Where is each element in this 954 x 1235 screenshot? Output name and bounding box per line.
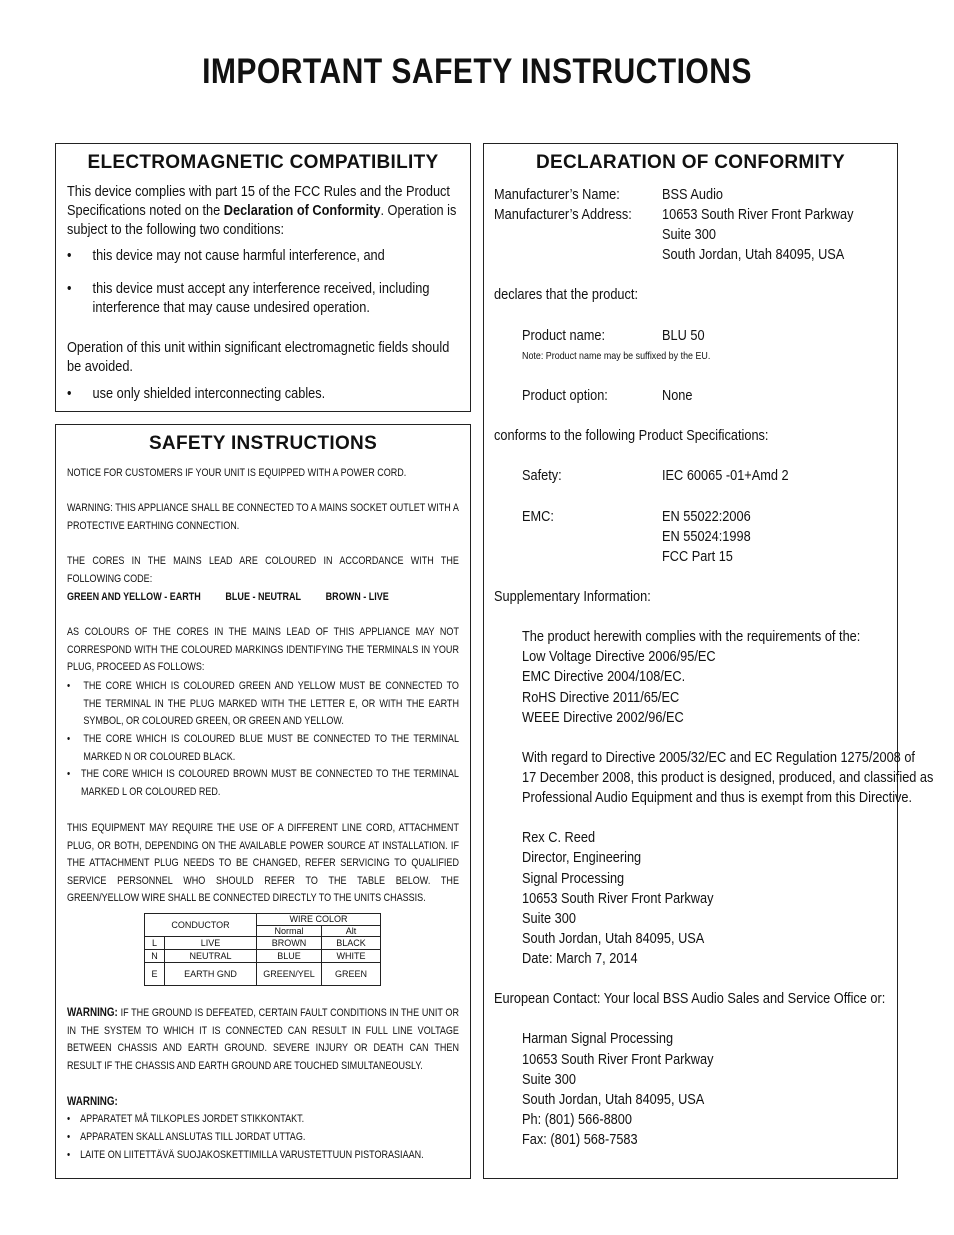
table-row [145,937,381,950]
signer-line: Suite 300 [522,911,576,927]
regard-line: Professional Audio Equipment and thus is exempt from this Directive. [522,790,913,806]
emc-section [55,143,471,412]
safety-colours: AS COLOURS OF THE CORES IN THE MAINS LEAD OF THIS APPLIANCE MAY NOT CORRESPOND WITH THE COLOURED MARKINGS IDENTIFYING THE TERMINALS IN YOUR PLUG, PROCEED AS FOLLOWS: [67,626,459,673]
table-cell: E [145,963,165,986]
table-cell: LIVE [165,937,257,950]
table-header-alt: Alt [322,925,381,937]
signer-line: Date: March 7, 2014 [522,951,638,967]
nordic-bullet [67,1129,459,1147]
emc-intro-bold: Declaration of Conformity [223,203,381,219]
nordic-text: LAITE ON LIITETTÄVÄ SUOJAKOSKETTIMILLA VARUSTETTUUN PISTORASIAAN. [80,1149,424,1161]
signer-line: Signal Processing [522,871,625,887]
declaration-section [483,143,934,1179]
declaration-heading: DECLARATION OF CONFORMITY [535,152,845,173]
supp-line: Low Voltage Directive 2006/95/EC [522,649,716,665]
mfr-name-label: Manufacturer’s Name: [494,187,620,203]
table-cell: N [145,950,165,963]
emc-intro-text-end: . Operation is subject to the following two conditions: [67,203,457,238]
product-note: Note: Product name may be suffixed by the EU. [522,350,711,362]
table-cell: L [145,937,165,950]
contact-line: Fax: (801) 568-7583 [522,1132,638,1148]
wire-color-table [144,913,381,986]
safety-spec-value: IEC 60065 -01+Amd 2 [662,468,789,484]
bullet-icon: • [67,1131,71,1143]
safety-spec-label: Safety: [522,468,562,484]
product-option-label: Product option: [522,388,608,404]
declares-text: declares that the product: [494,287,639,303]
table-cell: EARTH GND [165,963,257,986]
emc-spec-value: EN 55024:1998 [662,529,751,545]
core-bullet-text: THE CORE WHICH IS COLOURED GREEN AND YELLOW MUST BE CONNECTED TO THE TERMINAL IN THE PLUG MARKED WITH THE LETTER E, OR WITH THE EARTH SYMBOL, OR COLOURED GREEN, OR GREEN AND YELLOW. [83,680,459,727]
contact-line: Ph: (801) 566-8800 [522,1112,632,1128]
emc-heading: ELECTROMAGNETIC COMPATIBILITY [87,152,439,173]
core-bullet [67,731,459,766]
table-cell: BLUE [257,950,322,963]
signer-line: Director, Engineering [522,850,642,866]
safety-heading: SAFETY INSTRUCTIONS [148,433,378,454]
product-name-label: Product name: [522,328,605,344]
product-name: BLU 50 [662,328,705,344]
contact-line: Harman Signal Processing [522,1031,674,1047]
contact-line: South Jordan, Utah 84095, USA [522,1092,705,1108]
emc-bullet [67,280,459,318]
table-cell: GREEN [322,963,381,986]
signer-line: Rex C. Reed [522,830,596,846]
signer-line: 10653 South River Front Parkway [522,891,714,907]
table-cell: BROWN [257,937,322,950]
mfr-address-line: Suite 300 [662,227,716,243]
safety-warning-earthing: WARNING: THIS APPLIANCE SHALL BE CONNECTED TO A MAINS SOCKET OUTLET WITH A PROTECTIVE EARTHING CONNECTION. [67,502,459,532]
emc-intro [67,183,459,240]
mfr-address-line: 10653 South River Front Parkway [662,207,854,223]
supp-line: The product herewith complies with the requirements of the: [522,629,861,645]
emc-intro-text: This device complies with part 15 of the FCC Rules and the Product Specifications noted on the [67,184,450,219]
bullet-icon: • [67,1113,71,1125]
core-bullet [67,678,459,731]
table-cell: WHITE [322,950,381,963]
emc-spec-value: FCC Part 15 [662,549,733,565]
table-header-normal: Normal [257,925,322,937]
safety-section [55,424,471,1179]
bullet-icon: • [67,1149,71,1161]
emc-bullet-text: this device may not cause harmful interference, and [92,248,385,264]
nordic-text: APPARATEN SKALL ANSLUTAS TILL JORDAT UTTAG. [80,1131,306,1143]
table-cell: NEUTRAL [165,950,257,963]
contact-line: 10653 South River Front Parkway [522,1052,714,1068]
mfr-address-label: Manufacturer’s Address: [494,207,632,223]
safety-colour-code [67,589,459,607]
bullet-icon: • [67,768,71,780]
emc-bullet-text: this device must accept any interference received, including interference that may cause undesired operation. [92,281,430,316]
table-row [145,963,381,986]
safety-equipment: THIS EQUIPMENT MAY REQUIRE THE USE OF A DIFFERENT LINE CORD, ATTACHMENT PLUG, OR BOTH, DEPENDING ON THE AVAILABLE POWER SOURCE AT INSTALLATION. IF THE ATTACHMENT PLUG NEEDS TO BE CHANGED, REFER SERVICING TO QUALIFIED SERVICE PERSONNEL WHO SHOULD REFER TO THE TABLE BELOW. THE GREEN/YELLOW WIRE SHALL BE CONNECTED DIRECTLY TO THE UNITS CHASSIS. [67,822,459,904]
safety-cores: THE CORES IN THE MAINS LEAD ARE COLOURED IN ACCORDANCE WITH THE FOLLOWING CODE: [67,555,459,585]
contact-line: Suite 300 [522,1072,576,1088]
table-row [145,950,381,963]
regard-line: 17 December 2008, this product is designed, produced, and classified as [522,770,934,786]
safety-notice: NOTICE FOR CUSTOMERS IF YOUR UNIT IS EQUIPPED WITH A POWER CORD. [67,467,407,479]
warning-label-nordic: WARNING: [67,1094,118,1108]
mfr-address-line: South Jordan, Utah 84095, USA [662,247,845,263]
regard-line: With regard to Directive 2005/32/EC and EC Regulation 1275/2008 of [522,750,915,766]
core-bullet-text: THE CORE WHICH IS COLOURED BLUE MUST BE CONNECTED TO THE TERMINAL MARKED N OR COLOURED BLACK. [83,733,459,763]
table-cell: BLACK [322,937,381,950]
warning-text: IF THE GROUND IS DEFEATED, CERTAIN FAULT CONDITIONS IN THE UNIT OR IN THE SYSTEM TO WHICH IT IS CONNECTED CAN RESULT IN FULL LINE VOLTAGE BETWEEN CHASSIS AND EARTH GROUND. SEVERE INJURY OR DEATH CAN THEN RESULT IF THE CHASSIS AND EARTH GROUND ARE TOUCHED SIMULTANEOUSLY. [67,1007,459,1072]
mfr-name: BSS Audio [662,187,724,203]
emc-spec-label: EMC: [522,509,554,525]
product-option: None [662,388,693,404]
nordic-bullet [67,1111,459,1129]
supp-line: EMC Directive 2004/108/EC. [522,669,686,685]
table-cell: GREEN/YEL [257,963,322,986]
bullet-icon: • [67,680,71,692]
emc-bullet [67,247,459,266]
supp-line: RoHS Directive 2011/65/EC [522,690,680,706]
safety-ground-warning [67,1004,459,1075]
table-header-wire: WIRE COLOR [257,914,381,926]
emc-bullet-text: use only shielded interconnecting cables. [92,386,326,402]
code-earth: GREEN AND YELLOW - EARTH [67,591,201,603]
warning-label: WARNING: [67,1005,118,1019]
emc-spec-value: EN 55022:2006 [662,509,751,525]
supp-line: WEEE Directive 2002/96/EC [522,710,684,726]
core-bullet [67,766,459,801]
bullet-icon: • [67,248,72,264]
conforms-text: conforms to the following Product Specifications: [494,428,769,444]
emc-bullet [67,385,459,404]
code-neutral: BLUE - NEUTRAL [225,591,302,603]
core-bullet-text: THE CORE WHICH IS COLOURED BROWN MUST BE CONNECTED TO THE TERMINAL MARKED L OR COLOURED RED. [80,768,459,798]
nordic-bullet [67,1147,459,1165]
emc-operation: Operation of this unit within significant electromagnetic fields should be avoided. [67,340,450,375]
nordic-text: APPARATET MÅ TILKOPLES JORDET STIKKONTAKT. [80,1113,305,1125]
bullet-icon: • [67,386,72,402]
bullet-icon: • [67,733,71,745]
supplementary-heading: Supplementary Information: [494,589,651,605]
bullet-icon: • [67,281,72,297]
table-header-conductor: CONDUCTOR [145,914,257,937]
code-live: BROWN - LIVE [325,591,389,603]
european-contact: European Contact: Your local BSS Audio Sales and Service Office or: [494,991,886,1007]
page-title: IMPORTANT SAFETY INSTRUCTIONS [202,52,752,91]
signer-line: South Jordan, Utah 84095, USA [522,931,705,947]
